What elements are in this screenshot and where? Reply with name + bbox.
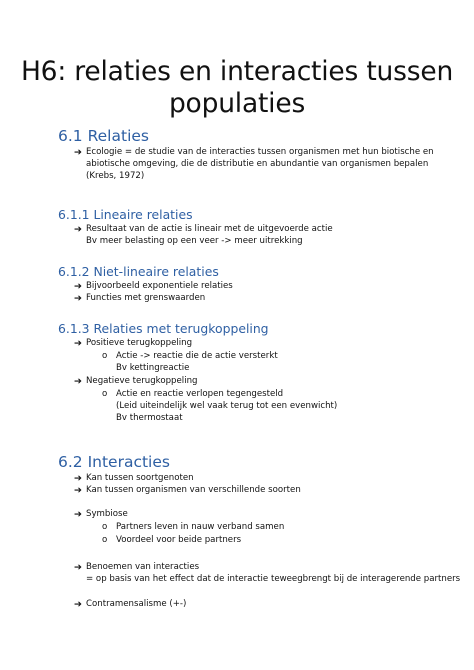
arrow-bullet-icon: ➔ — [74, 293, 82, 304]
definition-line-3: (Krebs, 1972) — [86, 171, 145, 181]
contramensalisme: Contramensalisme (+-) — [86, 599, 187, 609]
arrow-bullet-icon: ➔ — [74, 147, 82, 158]
arrow-bullet-icon: ➔ — [74, 485, 82, 496]
arrow-bullet-icon: ➔ — [74, 562, 82, 573]
symbiose: Symbiose — [86, 509, 128, 519]
arrow-bullet-icon: ➔ — [74, 509, 82, 520]
lineair-item: Resultaat van de actie is lineair met de uitgevoerde actie — [86, 224, 333, 234]
interacties-item-2: Kan tussen organismen van verschillende soorten — [86, 485, 301, 495]
positieve-sub: Actie -> reactie die de actie versterkt — [116, 351, 278, 361]
heading-relaties: 6.1 Relaties — [58, 127, 149, 145]
heading-niet-lineaire-relaties: 6.1.2 Niet-lineaire relaties — [58, 264, 219, 279]
benoemen-cont: = op basis van het effect dat de interactie teweegbrengt bij de interagerende partners — [86, 574, 461, 584]
negatieve-terugkoppeling: Negatieve terugkoppeling — [86, 376, 198, 386]
heading-interacties: 6.2 Interacties — [58, 453, 170, 471]
arrow-bullet-icon: ➔ — [74, 376, 82, 387]
circle-bullet-icon: o — [102, 389, 108, 399]
arrow-bullet-icon: ➔ — [74, 599, 82, 610]
document-title-line-1: H6: relaties en interacties tussen — [20, 56, 454, 87]
positieve-sub-cont: Bv kettingreactie — [116, 363, 190, 373]
arrow-bullet-icon: ➔ — [74, 281, 82, 292]
benoemen: Benoemen van interacties — [86, 562, 200, 572]
negatieve-sub: Actie en reactie verlopen tegengesteld — [116, 389, 284, 399]
heading-lineaire-relaties: 6.1.1 Lineaire relaties — [58, 207, 193, 222]
nietlineair-item-1: Bijvoorbeeld exponentiele relaties — [86, 281, 233, 291]
positieve-terugkoppeling: Positieve terugkoppeling — [86, 338, 193, 348]
arrow-bullet-icon: ➔ — [74, 338, 82, 349]
circle-bullet-icon: o — [102, 351, 108, 361]
negatieve-sub-cont-2: Bv thermostaat — [116, 413, 183, 423]
arrow-bullet-icon: ➔ — [74, 473, 82, 484]
symbiose-sub-1: Partners leven in nauw verband samen — [116, 522, 285, 532]
lineair-item-cont: Bv meer belasting op een veer -> meer uitrekking — [86, 236, 303, 246]
circle-bullet-icon: o — [102, 535, 108, 545]
symbiose-sub-2: Voordeel voor beide partners — [116, 535, 242, 545]
definition-line-2: abiotische omgeving, die de distributie en abundantie van organismen bepalen — [86, 159, 429, 169]
negatieve-sub-cont-1: (Leid uiteindelijk wel vaak terug tot een evenwicht) — [116, 401, 338, 411]
nietlineair-item-2: Functies met grenswaarden — [86, 293, 206, 303]
heading-relaties-met-terugkoppeling: 6.1.3 Relaties met terugkoppeling — [58, 321, 269, 336]
arrow-bullet-icon: ➔ — [74, 224, 82, 235]
definition-line-1: Ecologie = de studie van de interacties tussen organismen met hun biotische en — [86, 147, 434, 157]
circle-bullet-icon: o — [102, 522, 108, 532]
document-title-line-2: populaties — [168, 88, 306, 119]
interacties-item-1: Kan tussen soortgenoten — [86, 473, 194, 483]
